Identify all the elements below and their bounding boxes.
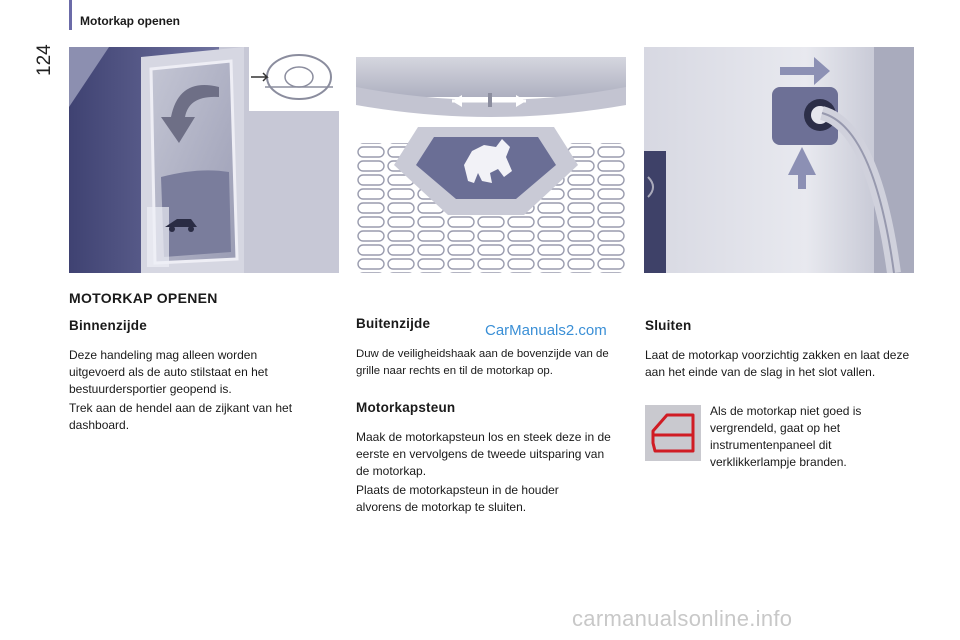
peugeot-grille-illustration xyxy=(356,47,626,273)
heading-buitenzijde: Buitenzijde xyxy=(356,316,431,331)
paragraph-motorkapsteun-2: Plaats de motorkapsteun in de houder alvorens de motorkap te sluiten. xyxy=(356,483,559,514)
heading-binnenzijde: Binnenzijde xyxy=(69,318,147,333)
watermark-carmanuals: CarManuals2.com xyxy=(485,322,607,339)
header-title: Motorkap openen xyxy=(80,14,181,28)
paragraph-binnenzijde-2: Trek aan de hendel aan de zijkant van het dashboard. xyxy=(69,401,293,432)
hood-support-illustration xyxy=(644,47,914,273)
main-title: MOTORKAP OPENEN xyxy=(69,290,218,306)
open-hood-warning-icon xyxy=(645,405,701,461)
watermark-carmanualsonline: carmanualsonline.info xyxy=(572,606,793,631)
hood-release-lever-illustration xyxy=(69,47,339,273)
paragraph-motorkapsteun-1: Maak de motorkapsteun los en steek deze in de eerste en vervolgens de tweede uitsparing van de motorkap. xyxy=(356,430,611,478)
heading-sluiten: Sluiten xyxy=(645,318,692,333)
header-accent-bar xyxy=(69,0,72,30)
warning-text: Als de motorkap niet goed is vergrendeld, gaat op het instrumentenpaneel dit verklikkerlampje branden. xyxy=(710,404,862,469)
paragraph-sluiten: Laat de motorkap voorzichtig zakken en laat deze aan het einde van de slag in het slot vallen. xyxy=(645,348,910,379)
page-number: 124 xyxy=(34,44,55,76)
paragraph-binnenzijde-1: Deze handeling mag alleen worden uitgevoerd als de auto stilstaat en het bestuurdersportier geopend is. xyxy=(69,348,268,396)
paragraph-buitenzijde: Duw de veiligheidshaak aan de bovenzijde van de grille naar rechts en til de motorkap op. xyxy=(356,348,609,377)
heading-motorkapsteun: Motorkapsteun xyxy=(356,400,456,415)
